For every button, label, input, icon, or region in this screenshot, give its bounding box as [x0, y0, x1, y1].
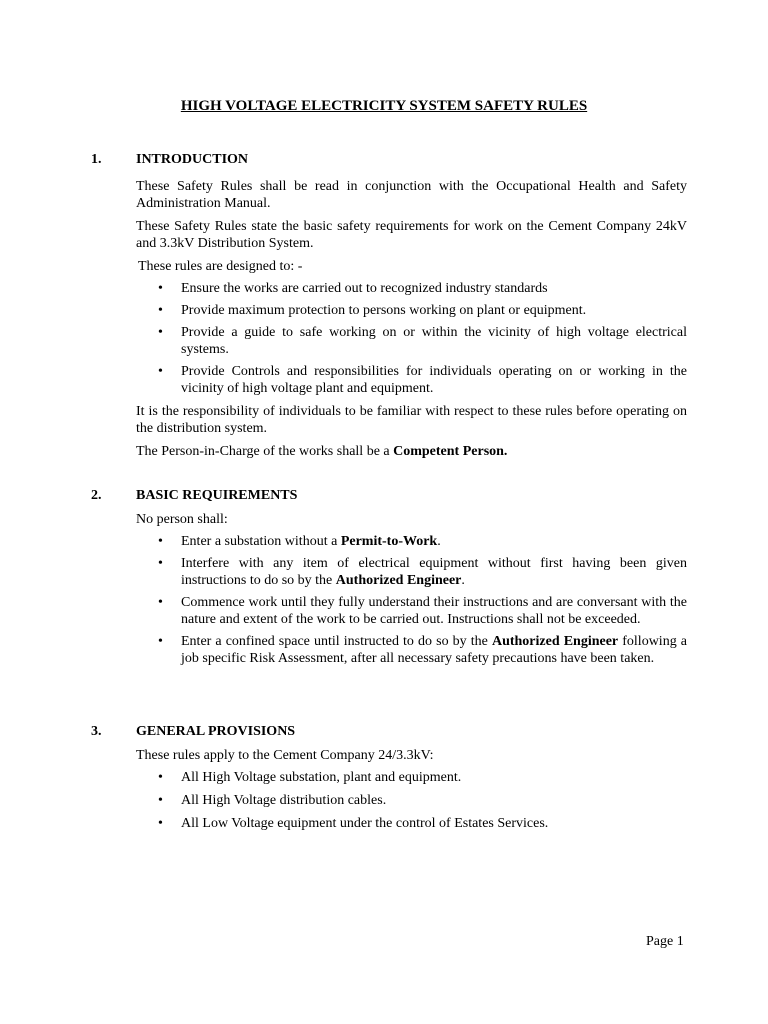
list-item	[136, 280, 687, 297]
list-item-text: .	[461, 573, 465, 588]
list-item-text: .	[437, 534, 441, 549]
list-item	[136, 324, 687, 358]
provisions-intro: These rules apply to the Cement Company 24/3.3kV:	[136, 748, 434, 763]
authorized-engineer-term: Authorized Engineer	[335, 573, 462, 588]
bullet-icon: •	[158, 325, 163, 340]
paragraph-text: The Person-in-Charge of the works shall be a	[136, 444, 394, 459]
list-item-text: Provide maximum protection to persons working on plant or equipment.	[181, 303, 587, 318]
list-item-text: Interfere with any item of electrical equipment without first having been given instructions to do so by the	[181, 556, 687, 588]
bullet-icon: •	[158, 364, 163, 379]
list-item	[136, 594, 687, 628]
list-item	[136, 555, 687, 589]
section-number: 1.	[91, 152, 102, 167]
list-item-text: Ensure the works are carried out to recognized industry standards	[181, 281, 548, 296]
list-item-text: All High Voltage distribution cables.	[181, 793, 387, 808]
list-item	[136, 533, 687, 550]
list-item-text: All High Voltage substation, plant and equipment.	[181, 770, 462, 785]
bullet-icon: •	[158, 281, 163, 296]
section-basic-requirements	[0, 487, 768, 667]
list-item	[136, 363, 687, 397]
authorized-engineer-term: Authorized Engineer	[491, 634, 619, 649]
list-item	[136, 633, 687, 667]
bullet-icon: •	[158, 816, 163, 831]
page-number: Page 1	[646, 934, 684, 949]
section-general-provisions	[0, 723, 768, 832]
permit-to-work-term: Permit-to-Work	[340, 534, 438, 549]
section-heading	[0, 487, 768, 504]
list-item-text: Provide Controls and responsibilities for individuals operating on or working in the vicinity of high voltage plant and equipment.	[181, 364, 687, 396]
bullet-icon: •	[158, 595, 163, 610]
section-title: INTRODUCTION	[136, 152, 249, 167]
requirements-intro: No person shall:	[136, 512, 228, 527]
provisions-bullet-list	[136, 769, 687, 832]
list-item	[136, 769, 687, 786]
bullet-icon: •	[158, 303, 163, 318]
document-title: HIGH VOLTAGE ELECTRICITY SYSTEM SAFETY RULES	[180, 98, 588, 114]
list-item-text: following a job specific Risk Assessment, after all necessary safety precautions have been taken.	[181, 634, 687, 666]
section-number: 3.	[91, 724, 102, 739]
intro-paragraph-4: It is the responsibility of individuals to be familiar with respect to these rules before operating on the distribution system.	[136, 404, 687, 436]
list-item-text: Provide a guide to safe working on or within the vicinity of high voltage electrical systems.	[181, 325, 687, 357]
intro-paragraph-5	[136, 443, 687, 460]
list-item-text: Enter a substation without a	[181, 534, 341, 549]
bullet-icon: •	[158, 634, 163, 649]
section-number: 2.	[91, 488, 102, 503]
list-item-text: Commence work until they fully understand their instructions and are conversant with the nature and extent of the work to be carried out. Instructions shall not be exceeded.	[181, 595, 687, 627]
section-heading	[0, 723, 768, 740]
bullet-icon: •	[158, 770, 163, 785]
intro-bullet-list	[136, 280, 687, 397]
intro-paragraph-3: These rules are designed to: -	[138, 259, 303, 274]
bullet-icon: •	[158, 534, 163, 549]
intro-paragraph-1: These Safety Rules shall be read in conjunction with the Occupational Health and Safety Administration Manual.	[136, 179, 687, 211]
bullet-icon: •	[158, 793, 163, 808]
bullet-icon: •	[158, 556, 163, 571]
intro-paragraph-2: These Safety Rules state the basic safety requirements for work on the Cement Company 24kV and 3.3kV Distribution System.	[136, 219, 687, 251]
section-introduction	[0, 151, 768, 460]
section-heading	[0, 151, 768, 168]
list-item	[136, 302, 687, 319]
list-item-text: Enter a confined space until instructed to do so by the	[181, 634, 492, 649]
section-title: GENERAL PROVISIONS	[136, 724, 296, 739]
section-title: BASIC REQUIREMENTS	[136, 488, 298, 503]
requirements-bullet-list	[136, 533, 687, 667]
competent-person-term: Competent Person.	[393, 444, 508, 459]
list-item	[136, 815, 687, 832]
list-item-text: All Low Voltage equipment under the control of Estates Services.	[181, 816, 549, 831]
list-item	[136, 792, 687, 809]
